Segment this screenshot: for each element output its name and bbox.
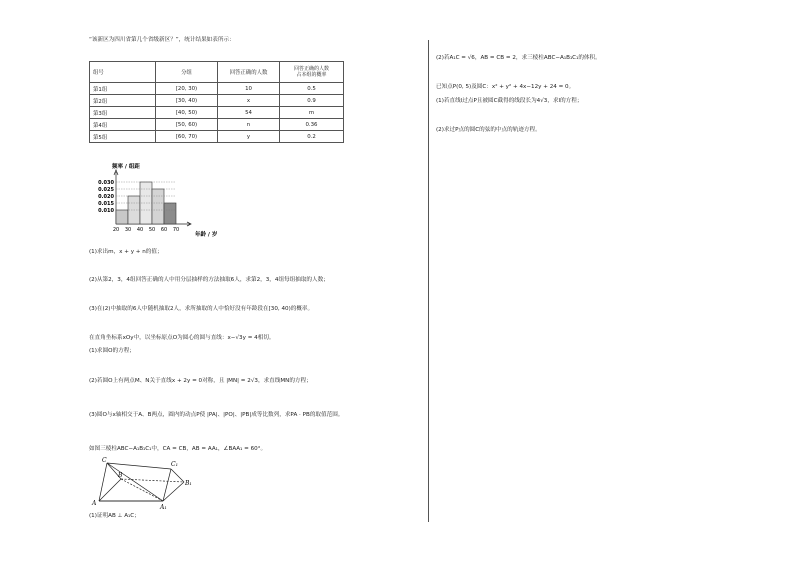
label-A1: A₁ xyxy=(160,504,167,511)
frequency-histogram xyxy=(86,160,246,240)
hist-ytick-label: 0.020 xyxy=(98,193,114,200)
q2-part3: (3)圆O与x轴相交于A、B两点，圆内的动点P使 |PA|、|PO|、|PB|成等比数列，求PA · PB的取值范围。 xyxy=(89,412,344,418)
q3-part2: (2)若A₁C = √6，AB = CB = 2，求三棱柱ABC−A₁B₁C₁的体积。 xyxy=(436,55,601,61)
q1-part3: (3)在(2)中抽取的6人中随机抽取2人，求所抽取的人中恰好没有年龄段在[30, 40)的概率。 xyxy=(89,306,314,312)
q1-part1: (1)求出m，x + y + n的值； xyxy=(89,249,163,255)
q4-part2: (2)求过P点的圆C的弦的中点的轨迹方程。 xyxy=(436,127,541,133)
hist-bar xyxy=(164,203,176,224)
problem3-intro: 如图三棱柱ABC−A₁B₁C₁中，CA = CB，AB = AA₁，∠BAA₁ = 60°。 xyxy=(89,446,267,452)
label-A: A xyxy=(92,500,97,507)
table-cell: 第2组 xyxy=(90,95,156,107)
label-C1: C₁ xyxy=(171,461,178,468)
problem4-intro: 已知点P(0, 5)及圆C：x² + y² + 4x−12y + 24 = 0。 xyxy=(436,84,575,90)
hist-xlabel: 年龄 / 岁 xyxy=(195,232,218,238)
hist-ylabel: 频率 / 组距 xyxy=(112,164,140,170)
table-cell: y xyxy=(218,131,280,143)
table-row xyxy=(90,95,344,107)
table-cell: m xyxy=(280,107,344,119)
table-header-cell xyxy=(280,62,344,83)
table-row xyxy=(90,107,344,119)
hist-xtick-label: 60 xyxy=(160,227,168,233)
problem1-intro: “该新区为四川省第几个省级新区？”，统计结果如表所示： xyxy=(89,37,235,43)
hist-xtick-label: 70 xyxy=(172,227,180,233)
table-cell: 0.2 xyxy=(280,131,344,143)
q2-part2: (2)若圆O上有两点M、N关于直线x + 2y = 0对称，且 |MN| = 2√3，求直线MN的方程； xyxy=(89,378,312,384)
table-cell: 第4组 xyxy=(90,119,156,131)
prism-figure xyxy=(90,455,200,511)
q3-part1: (1)证明AB ⊥ A₁C； xyxy=(89,513,140,519)
hist-ytick-label: 0.010 xyxy=(98,207,114,214)
q1-part2: (2)从第2，3，4组回答正确的人中用分层抽样的方法抽取6人，求第2，3，4组每组抽取的人数； xyxy=(89,277,329,283)
hist-xtick-label: 20 xyxy=(112,227,120,233)
table-cell: n xyxy=(218,119,280,131)
table-header-line: 占本组的概率 xyxy=(296,72,327,78)
table-header-cell: 组号 xyxy=(90,62,156,83)
hist-xtick-label: 30 xyxy=(124,227,132,233)
table-cell: 第1组 xyxy=(90,83,156,95)
table-header-line: 回答正确的人数 xyxy=(293,66,329,72)
q2-part1: (1)求圆O的方程； xyxy=(89,348,135,354)
table-cell: [60, 70) xyxy=(156,131,218,143)
table-header-cell: 回答正确的人数 xyxy=(218,62,280,83)
table-row xyxy=(90,119,344,131)
column-divider xyxy=(428,40,429,522)
table-cell: 第5组 xyxy=(90,131,156,143)
table-row xyxy=(90,83,344,95)
table-row xyxy=(90,131,344,143)
table-cell: [40, 50) xyxy=(156,107,218,119)
table-cell: 54 xyxy=(218,107,280,119)
table-cell: 0.36 xyxy=(280,119,344,131)
hist-xtick-label: 50 xyxy=(148,227,156,233)
table-cell: 0.5 xyxy=(280,83,344,95)
table-cell: [20, 30) xyxy=(156,83,218,95)
table-cell: x xyxy=(218,95,280,107)
table-cell: 0.9 xyxy=(280,95,344,107)
label-B: B xyxy=(118,472,123,479)
table-cell: 10 xyxy=(218,83,280,95)
table-cell: [50, 60) xyxy=(156,119,218,131)
label-B1: B₁ xyxy=(185,480,192,487)
hist-ytick-label: 0.015 xyxy=(98,200,114,207)
q4-part1: (1)若直线l过点P且被圆C截得的线段长为4√3，求l的方程； xyxy=(436,98,583,104)
hist-xtick-label: 40 xyxy=(136,227,144,233)
stats-table xyxy=(89,61,344,143)
hist-bar xyxy=(152,189,164,224)
label-C: C xyxy=(102,457,107,464)
hist-ytick-label: 0.025 xyxy=(98,186,114,193)
table-cell: [30, 40) xyxy=(156,95,218,107)
hist-ytick-label: 0.030 xyxy=(98,179,114,186)
table-cell: 第3组 xyxy=(90,107,156,119)
table-header-row xyxy=(90,62,344,83)
problem2-intro: 在直角坐标系xOy中，以坐标原点O为圆心的圆与直线：x−√3y = 4相切。 xyxy=(89,335,275,341)
table-header-cell: 分组 xyxy=(156,62,218,83)
hist-bar xyxy=(116,210,128,224)
